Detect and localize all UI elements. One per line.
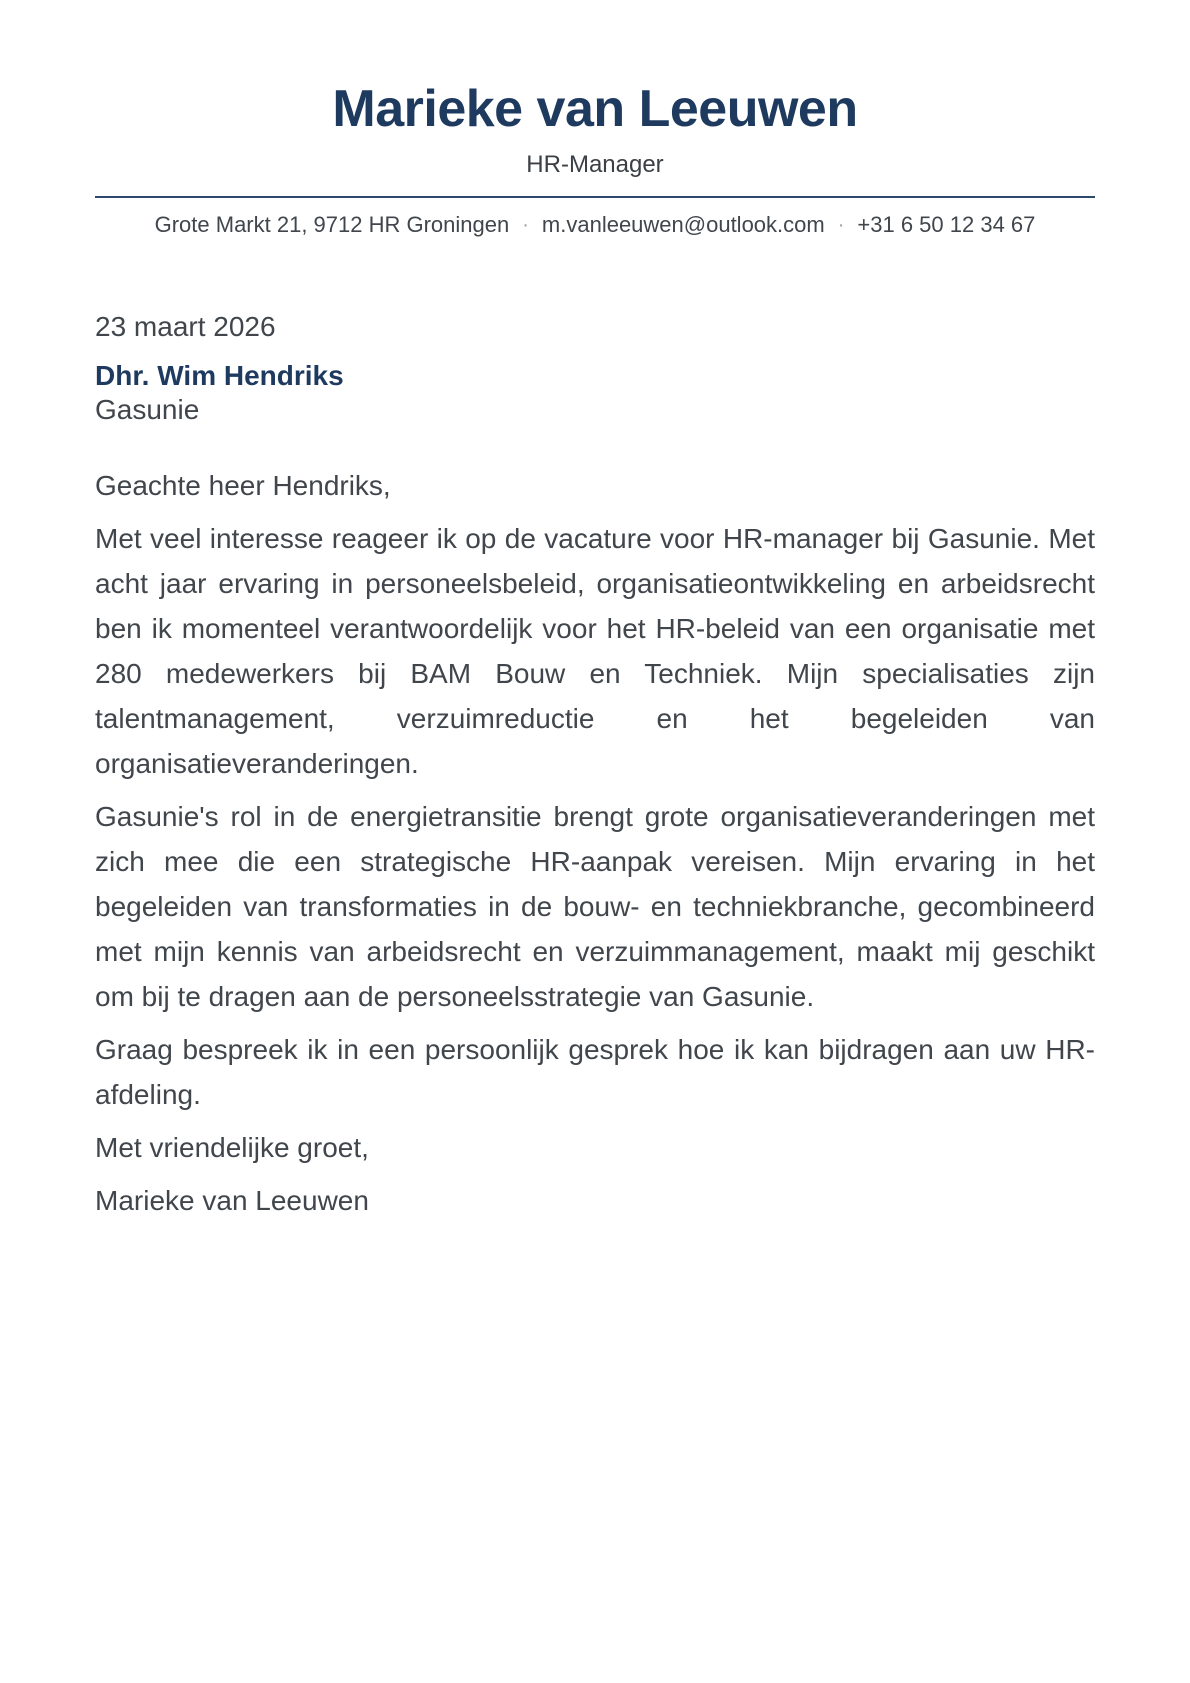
body-paragraph-1: Met veel interesse reageer ik op de vacature voor HR-manager bij Gasunie. Met acht jaar ervaring in personeelsbeleid, organisatieontwikkeling en arbeidsrecht ben ik momenteel verantwoordelijk voor het HR-beleid van een organisatie met 280 medewerkers bij BAM Bouw en Techniek. Mijn specialisaties zijn talentmanagement, verzuimreductie en het begeleiden van organisatieveranderingen. xyxy=(95,522,1095,779)
letter-date: 23 maart 2026 xyxy=(95,310,276,342)
contact-address: Grote Markt 21, 9712 HR Groningen xyxy=(154,211,510,237)
body-paragraph-3: Graag bespreek ik in een persoonlijk gesprek hoe ik kan bijdragen aan uw HR-afdeling. xyxy=(95,1033,1095,1110)
applicant-name-title: Marieke van Leeuwen xyxy=(332,80,858,138)
contact-separator-dot: · xyxy=(837,213,845,236)
salutation: Geachte heer Hendriks, xyxy=(95,469,391,501)
letter-header xyxy=(95,82,1095,239)
header-divider xyxy=(95,196,1095,198)
signature-name: Marieke van Leeuwen xyxy=(95,1184,369,1216)
applicant-job-title: HR-Manager xyxy=(526,150,664,178)
contact-phone: +31 6 50 12 34 67 xyxy=(857,211,1036,237)
contact-email: m.vanleeuwen@outlook.com xyxy=(541,211,825,237)
contact-info-line xyxy=(95,211,1095,239)
contact-separator-dot: · xyxy=(522,213,529,236)
recipient-name: Dhr. Wim Hendriks xyxy=(95,359,344,391)
body-paragraph-2: Gasunie's rol in de energietransitie brengt grote organisatieveranderingen met zich mee die een strategische HR-aanpak vereisen. Mijn ervaring in het begeleiden van transformaties in de bouw- en techniekbranche, gecombineerd met mijn kennis van arbeidsrecht en verzuimmanagement, maakt mij geschikt om bij te dragen aan de personeelsstrategie van Gasunie. xyxy=(95,800,1095,1012)
closing-line: Met vriendelijke groet, xyxy=(95,1131,369,1163)
recipient-company: Gasunie xyxy=(95,393,200,425)
letter-body xyxy=(95,307,1095,1223)
